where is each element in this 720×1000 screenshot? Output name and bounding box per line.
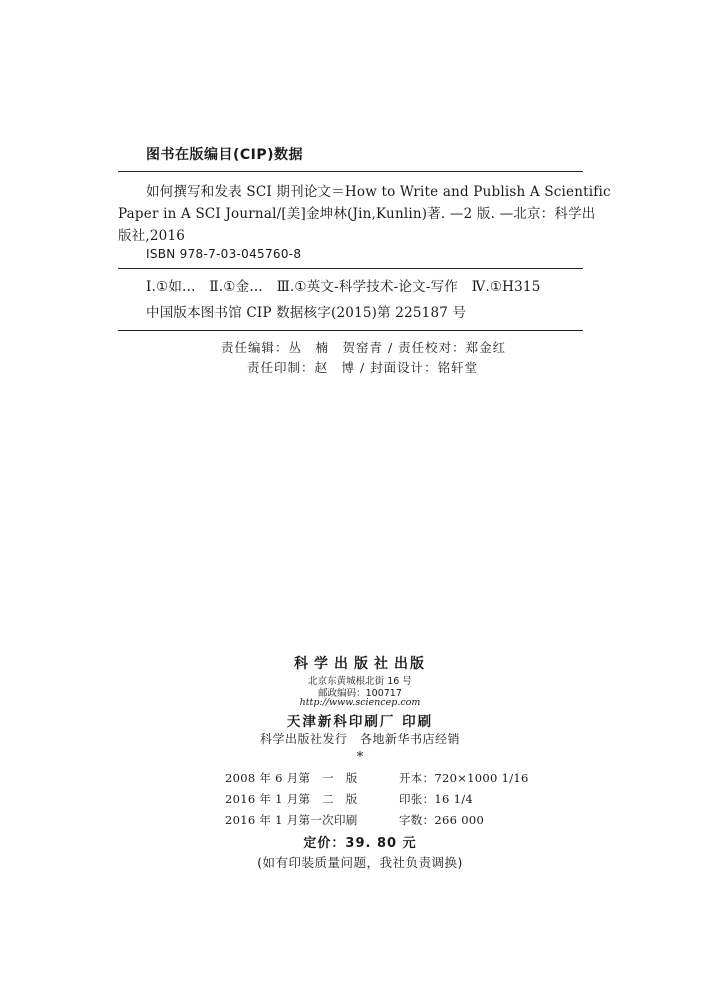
publisher-suffix: 出版 <box>394 656 426 672</box>
production-credits: 责任印制：赵 博 / 封面设计：铭轩堂 <box>247 360 479 375</box>
edition-row-3-right: 字数：266 000 <box>399 813 485 827</box>
cip-top-rule <box>118 171 583 172</box>
cip-title: 图书在版编目(CIP)数据 <box>146 147 304 163</box>
publisher-address: 北京东黄城根北街 16 号 <box>308 676 412 687</box>
cip-classification: Ⅰ.①如… Ⅱ.①金… Ⅲ.①英文-科学技术-论文-写作 Ⅳ.①H315 <box>146 279 541 295</box>
quality-notice: (如有印装质量问题，我社负责调换) <box>257 855 463 870</box>
cip-middle-rule <box>118 268 583 269</box>
publisher-postcode: 邮政编码：100717 <box>318 688 402 699</box>
cip-title-line-2: Paper in A SCI Journal/[美]金坤林(Jin,Kunlin)著. —2 版. —北京：科学出 <box>118 206 596 222</box>
printer-line: 天津新科印刷厂 印刷 <box>286 714 434 730</box>
cip-isbn: ISBN 978-7-03-045760-8 <box>146 247 302 261</box>
cip-bottom-rule <box>118 330 583 331</box>
price: 定价：39. 80 元 <box>303 836 417 851</box>
distribution-line: 科学出版社发行 各地新华书店经销 <box>259 732 460 746</box>
cip-title-line-3: 版社,2016 <box>118 228 186 244</box>
publisher-line <box>0 653 720 673</box>
edition-row-2-left: 2016 年 1 月第 二 版 <box>225 792 358 806</box>
publisher-url: http://www.sciencep.com <box>299 697 421 708</box>
cip-title-line-1: 如何撰写和发表 SCI 期刊论文＝How to Write and Publish A Scientific <box>146 184 611 200</box>
edition-row-1-left: 2008 年 6 月第 一 版 <box>225 771 358 785</box>
edition-row-2-right: 印张：16 1/4 <box>399 792 473 806</box>
publisher-brand: 科学出版社 <box>294 656 394 672</box>
editor-credits: 责任编辑：丛 楠 贺窑青 / 责任校对：郑金红 <box>221 340 507 355</box>
cip-verification-number: 中国版本图书馆 CIP 数据核字(2015)第 225187 号 <box>146 305 467 321</box>
edition-row-3-left: 2016 年 1 月第一次印刷 <box>225 813 358 827</box>
separator-asterisk: * <box>356 750 364 765</box>
edition-row-1-right: 开本：720×1000 1/16 <box>399 771 529 785</box>
